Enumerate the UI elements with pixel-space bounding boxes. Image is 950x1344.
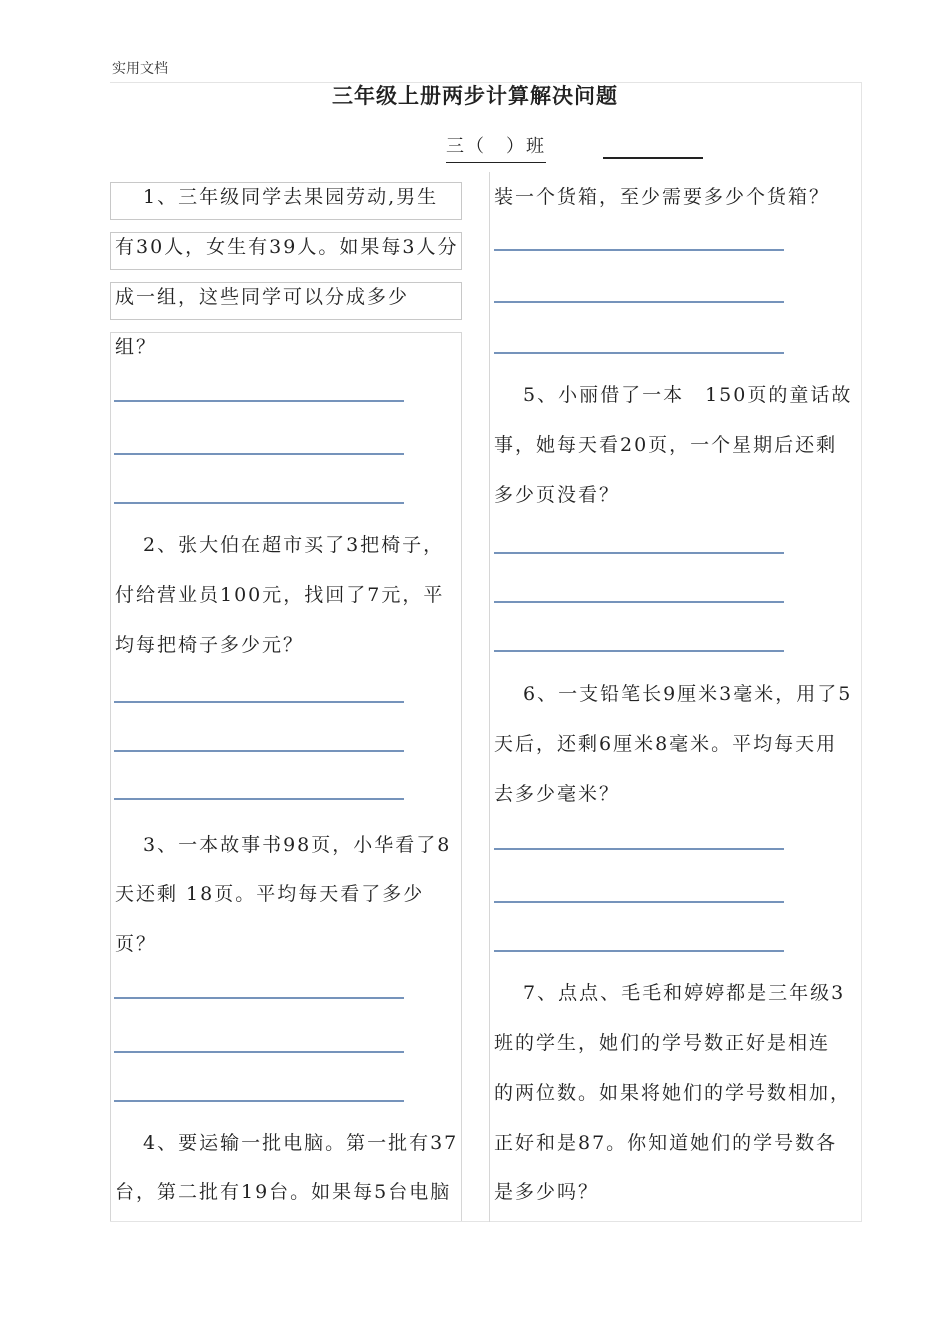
right-column [489, 172, 862, 1222]
p2-answer-line-3[interactable] [114, 798, 404, 800]
p5-line-3: 多少页没看？ [494, 484, 621, 506]
left-column [110, 172, 462, 1222]
p2-line-2: 付给营业员100元，找回了7元，平 [115, 584, 445, 606]
p6-answer-line-3[interactable] [494, 950, 784, 952]
class-label: 三（ ）班 [446, 132, 546, 163]
left-column-frame [110, 332, 462, 1221]
p2-line-1: 2、张大伯在超市买了3把椅子， [143, 534, 445, 556]
p7-line-4: 正好和是87。你知道她们的学号数各 [494, 1132, 838, 1154]
p4-line-1: 4、要运输一批电脑。第一批有37 [143, 1132, 459, 1154]
p6-line-2: 天后，还剩6厘米8毫米。平均每天用 [494, 733, 838, 755]
name-blank[interactable] [603, 157, 703, 159]
p1-answer-line-3[interactable] [114, 502, 404, 504]
p7-line-5: 是多少吗？ [494, 1181, 600, 1203]
p4-answer-line-2[interactable] [494, 301, 784, 303]
p7-line-3: 的两位数。如果将她们的学号数相加， [494, 1082, 852, 1104]
p4-line-3: 装一个货箱，至少需要多少个货箱？ [494, 186, 831, 208]
p1-line-1: 1、三年级同学去果园劳动,男生 [143, 186, 439, 208]
p4-answer-line-1[interactable] [494, 249, 784, 251]
p2-answer-line-1[interactable] [114, 701, 404, 703]
page-title: 三年级上册两步计算解决问题 [332, 83, 618, 108]
p3-line-2: 天还剩 18页。平均每天看了多少 [115, 883, 425, 905]
header-mark: 实用文档 [112, 61, 168, 77]
p6-line-1: 6、一支铅笔长9厘米3毫米，用了5 [523, 683, 853, 705]
p3-line-3: 页？ [115, 933, 158, 955]
p1-answer-line-1[interactable] [114, 400, 404, 402]
p5-answer-line-3[interactable] [494, 650, 784, 652]
p1-line-4: 组？ [115, 336, 158, 358]
p3-line-1: 3、一本故事书98页，小华看了8 [143, 834, 452, 856]
p6-answer-line-2[interactable] [494, 901, 784, 903]
p5-line-2: 事，她每天看20页，一个星期后还剩 [494, 434, 838, 456]
p1-line-3: 成一组，这些同学可以分成多少 [115, 286, 410, 308]
p7-line-1: 7、点点、毛毛和婷婷都是三年级3 [523, 982, 846, 1004]
p3-answer-line-3[interactable] [114, 1100, 404, 1102]
p5-answer-line-2[interactable] [494, 601, 784, 603]
p4-answer-line-3[interactable] [494, 352, 784, 354]
p2-answer-line-2[interactable] [114, 750, 404, 752]
p4-line-2: 台，第二批有19台。如果每5台电脑 [115, 1181, 452, 1203]
p1-line-2: 有30人，女生有39人。如果每3人分 [115, 236, 459, 258]
p6-line-3: 去多少毫米？ [494, 783, 621, 805]
p5-answer-line-1[interactable] [494, 552, 784, 554]
p6-answer-line-1[interactable] [494, 848, 784, 850]
p3-answer-line-2[interactable] [114, 1051, 404, 1053]
p5-line-1: 5、小丽借了一本 150页的童话故 [523, 384, 853, 406]
p2-line-3: 均每把椅子多少元？ [115, 634, 305, 656]
p7-line-2: 班的学生，她们的学号数正好是相连 [494, 1032, 831, 1054]
p3-answer-line-1[interactable] [114, 997, 404, 999]
p1-answer-line-2[interactable] [114, 453, 404, 455]
